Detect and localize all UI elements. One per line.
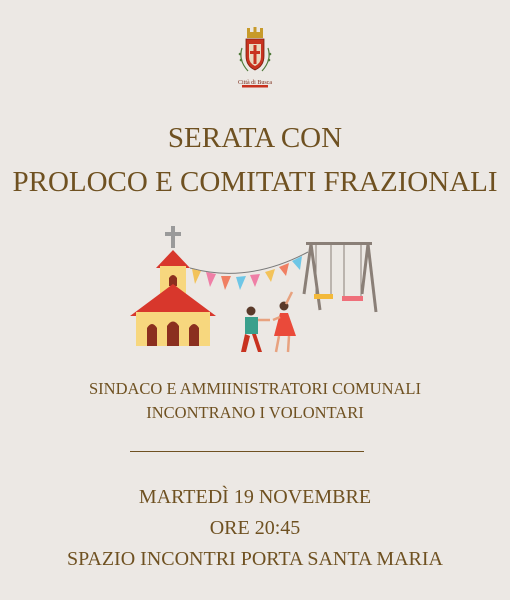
event-date: MARTEDÌ 19 NOVEMBRE — [138, 486, 372, 508]
bunting-icon — [190, 252, 308, 290]
divider-line — [130, 451, 364, 452]
logo-caption: Città di Busca — [238, 80, 272, 86]
event-place: SPAZIO INCONTRI PORTA SANTA MARIA — [66, 548, 443, 570]
title-line-1: SERATA CON — [167, 122, 343, 154]
dancing-couple-icon — [241, 292, 296, 352]
subtitle-line-2: INCONTRANO I VOLONTARI — [146, 403, 364, 422]
swing-set-icon — [304, 242, 376, 312]
title-line-2: PROLOCO E COMITATI FRAZIONALI — [12, 166, 498, 198]
church-icon — [130, 226, 216, 346]
event-time: ORE 20:45 — [209, 517, 301, 539]
subtitle-line-1: SINDACO E AMMIINISTRATORI COMUNALI — [89, 379, 421, 398]
festival-illustration — [128, 224, 384, 358]
